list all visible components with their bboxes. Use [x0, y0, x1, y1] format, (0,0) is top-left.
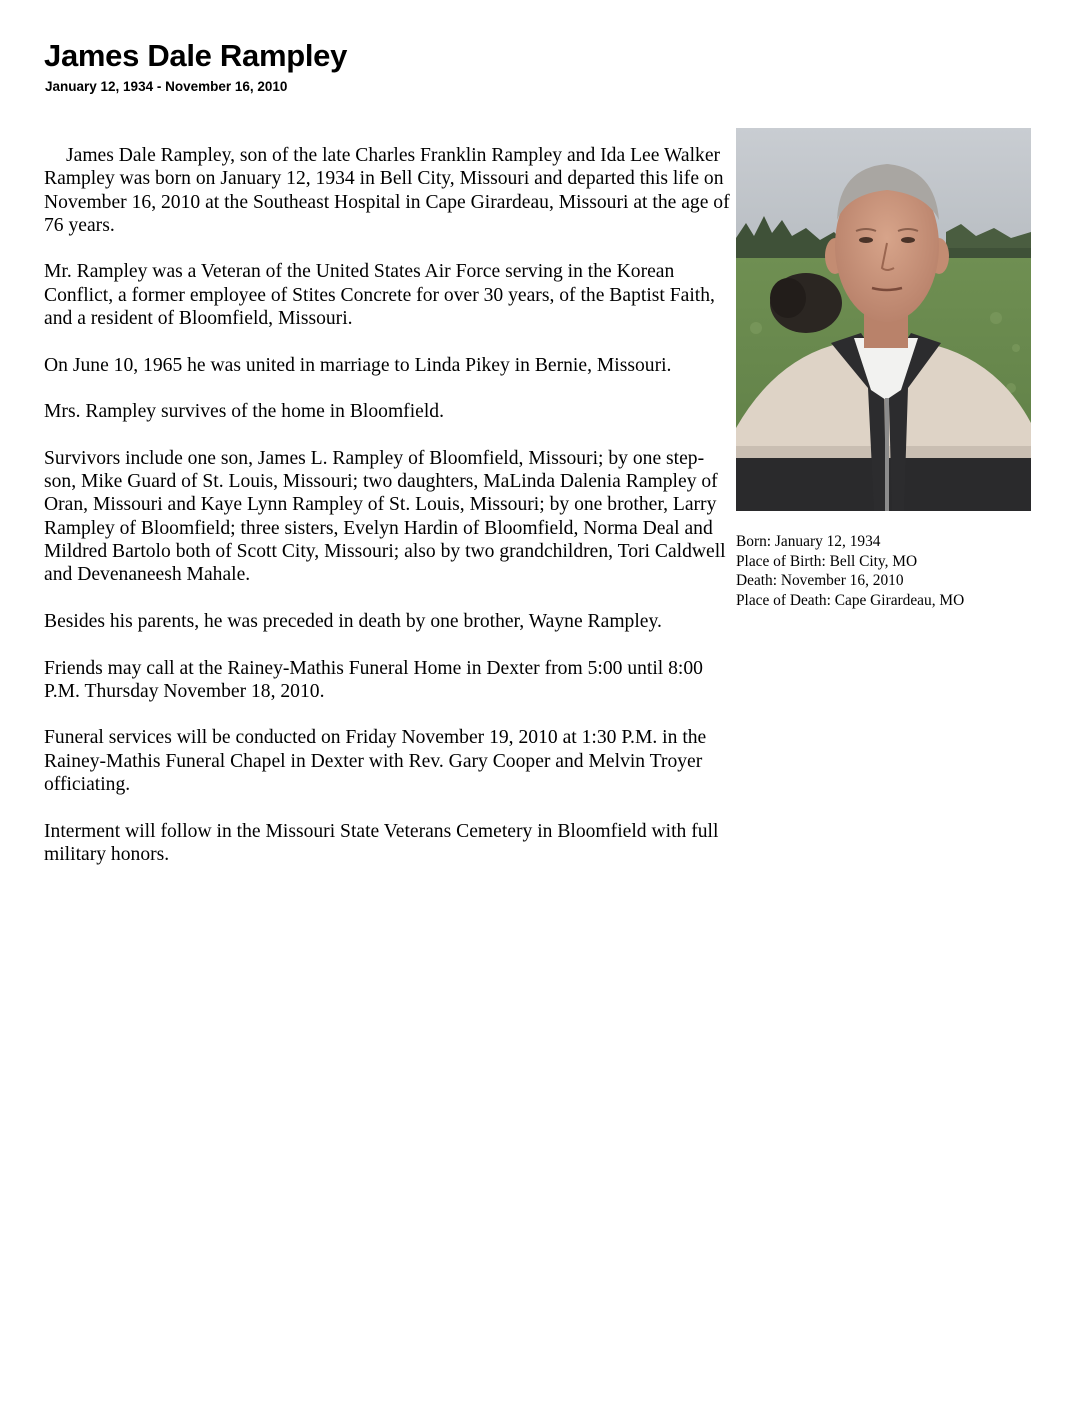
place-of-birth-fact: Place of Birth: Bell City, MO [736, 552, 918, 570]
obituary-paragraph: Mrs. Rampley survives of the home in Bloomfield. [44, 401, 444, 423]
obituary-paragraph: Interment will follow in the Missouri State Veterans Cemetery in Bloomfield with full military honors. [44, 820, 719, 865]
obituary-paragraph: On June 10, 1965 he was united in marriage to Linda Pikey in Bernie, Missouri. [44, 354, 672, 376]
obituary-paragraph: Funeral services will be conducted on Friday November 19, 2010 at 1:30 P.M. in the Rainey-Mathis Funeral Chapel in Dexter with Rev. Gary Cooper and Melvin Troyer officiating. [44, 727, 707, 796]
page-title: James Dale Rampley [44, 38, 348, 73]
place-of-death-fact: Place of Death: Cape Girardeau, MO [736, 591, 965, 609]
portrait-photo [736, 128, 1031, 511]
obituary-paragraph: James Dale Rampley, son of the late Charles Franklin Rampley and Ida Lee Walker Rampley was born on January 12, 1934 in Bell City, Missouri and departed this life on November 16, 2010 at the Southeast Hospital in Cape Girardeau, Missouri at the age of 76 years. [44, 145, 730, 236]
obituary-paragraph: Besides his parents, he was preceded in death by one brother, Wayne Rampley. [44, 610, 662, 632]
obituary-paragraph: Friends may call at the Rainey-Mathis Funeral Home in Dexter from 5:00 until 8:00 P.M. Thursday November 18, 2010. [44, 657, 703, 702]
vital-facts [736, 532, 1066, 610]
death-fact: Death: November 16, 2010 [736, 572, 904, 590]
obituary-paragraph: Survivors include one son, James L. Rampley of Bloomfield, Missouri; by one step-son, Mike Guard of St. Louis, Missouri; two daughters, MaLinda Dalenia Rampley of Oran, Missouri and Kaye Lynn Rampley of St. Louis, Missouri; by one brother, Larry Rampley of Bloomfield; three sisters, Evelyn Hardin of Bloomfield, Norma Deal and Mildred Bartolo both of Scott City, Missouri; also by two grandchildren, Tori Caldwell and Devenaneesh Mahale. [44, 447, 726, 586]
born-fact: Born: January 12, 1934 [736, 533, 881, 550]
obituary-text [44, 144, 734, 890]
obituary-paragraph: Mr. Rampley was a Veteran of the United States Air Force serving in the Korean Conflict, a former employee of Stites Concrete for over 30 years, of the Baptist Faith, and a resident of Bloomfield, Missouri. [44, 261, 715, 330]
life-dates: January 12, 1934 - November 16, 2010 [45, 79, 288, 94]
